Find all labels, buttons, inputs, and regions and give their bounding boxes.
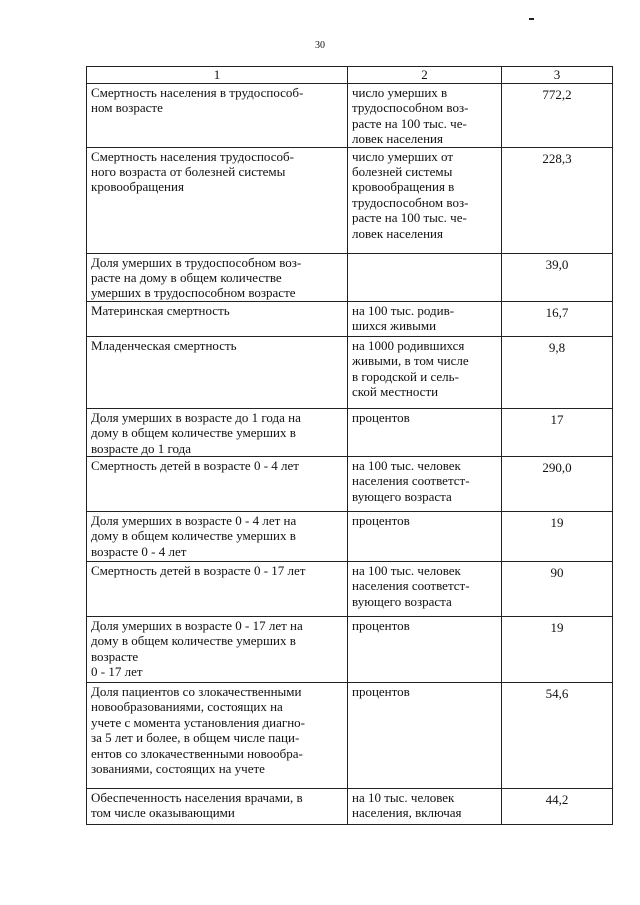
value-cell: 772,2: [502, 84, 613, 148]
table-row: [87, 408, 613, 456]
value-cell: 16,7: [502, 301, 613, 336]
table-row: [87, 457, 613, 512]
unit-cell: на 10 тыс. человек населения, включая: [348, 789, 502, 825]
value-cell: 44,2: [502, 789, 613, 825]
indicator-cell: Младенческая смертность: [87, 336, 348, 408]
value-cell: 17: [502, 408, 613, 456]
unit-cell: на 1000 родившихся живыми, в том числе в городской и сель- ской местности: [348, 336, 502, 408]
indicator-cell: Смертность детей в возрасте 0 - 4 лет: [87, 457, 348, 512]
unit-cell: на 100 тыс. человек населения соответст- вующего возраста: [348, 457, 502, 512]
unit-cell: процентов: [348, 683, 502, 789]
scan-mark: [529, 18, 534, 20]
indicator-cell: Доля пациентов со злокачественными новообразованиями, состоящих на учете с момента установления диагно- за 5 лет и более, в общем числе паци- ентов со злокачественными новообра- зованиями, состоящих на учете: [87, 683, 348, 789]
indicator-table: [86, 66, 613, 825]
table-row: [87, 683, 613, 789]
indicator-cell: Обеспеченность населения врачами, в том числе оказывающими: [87, 789, 348, 825]
value-cell: 19: [502, 512, 613, 562]
indicator-cell: Доля умерших в возрасте до 1 года на дому в общем количестве умерших в возрасте до 1 года: [87, 408, 348, 456]
unit-cell: процентов: [348, 408, 502, 456]
table-row: [87, 147, 613, 253]
table-row: [87, 512, 613, 562]
value-cell: 39,0: [502, 253, 613, 301]
value-cell: 9,8: [502, 336, 613, 408]
indicator-cell: Доля умерших в трудоспособном воз- расте на дому в общем количестве умерших в трудоспособном возрасте: [87, 253, 348, 301]
unit-cell: на 100 тыс. родив- шихся живыми: [348, 301, 502, 336]
value-cell: 54,6: [502, 683, 613, 789]
unit-cell: процентов: [348, 512, 502, 562]
column-header-2: 2: [348, 67, 502, 84]
unit-cell: число умерших от болезней системы кровообращения в трудоспособном воз- расте на 100 тыс. че- ловек населения: [348, 147, 502, 253]
table-row: [87, 84, 613, 148]
unit-cell: число умерших в трудоспособном воз- расте на 100 тыс. че- ловек населения: [348, 84, 502, 148]
column-header-3: 3: [502, 67, 613, 84]
indicator-cell: Доля умерших в возрасте 0 - 17 лет на дому в общем количестве умерших в возрасте 0 - 17 лет: [87, 617, 348, 683]
table-row: [87, 789, 613, 825]
value-cell: 228,3: [502, 147, 613, 253]
table-row: [87, 253, 613, 301]
indicator-cell: Смертность населения трудоспособ- ного возраста от болезней системы кровообращения: [87, 147, 348, 253]
value-cell: 19: [502, 617, 613, 683]
value-cell: 290,0: [502, 457, 613, 512]
table-row: [87, 562, 613, 617]
column-header-1: 1: [87, 67, 348, 84]
page-number: 30: [315, 40, 325, 51]
unit-cell: [348, 253, 502, 301]
table-row: [87, 617, 613, 683]
unit-cell: процентов: [348, 617, 502, 683]
value-cell: 90: [502, 562, 613, 617]
table-row: [87, 336, 613, 408]
table-header-row: [87, 67, 613, 84]
unit-cell: на 100 тыс. человек населения соответст- вующего возраста: [348, 562, 502, 617]
indicator-cell: Доля умерших в возрасте 0 - 4 лет на дому в общем количестве умерших в возрасте 0 - 4 лет: [87, 512, 348, 562]
indicator-cell: Материнская смертность: [87, 301, 348, 336]
table-row: [87, 301, 613, 336]
indicator-cell: Смертность населения в трудоспособ- ном возрасте: [87, 84, 348, 148]
indicator-cell: Смертность детей в возрасте 0 - 17 лет: [87, 562, 348, 617]
